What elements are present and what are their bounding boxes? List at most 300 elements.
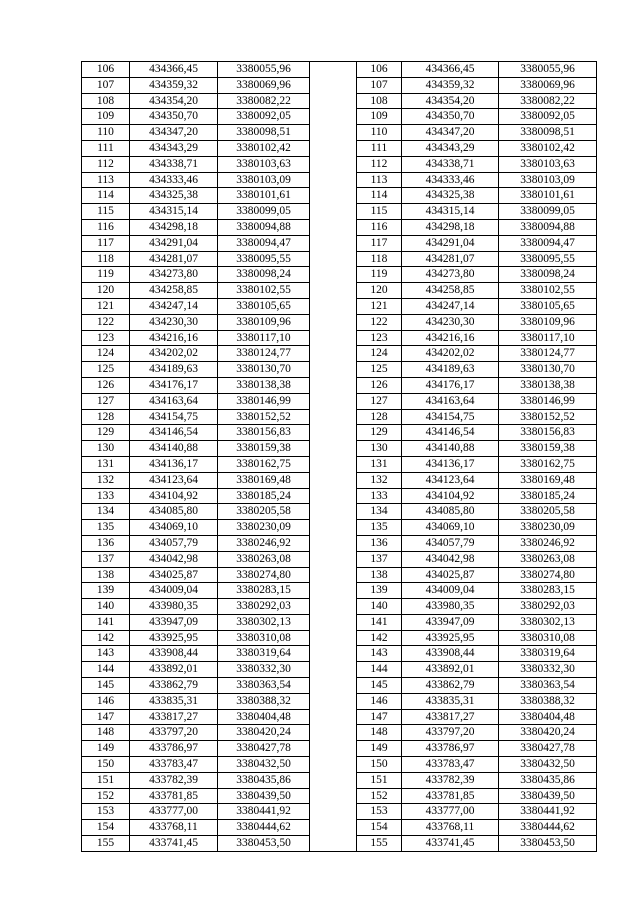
- right-x-coordinate: 433786,97: [402, 741, 499, 757]
- left-point-number: 141: [82, 614, 130, 630]
- left-x-coordinate: 434359,32: [130, 77, 218, 93]
- left-x-coordinate: 434281,07: [130, 251, 218, 267]
- left-x-coordinate: 433768,11: [130, 820, 218, 836]
- right-y-coordinate: 3380302,13: [499, 614, 597, 630]
- left-point-number: 151: [82, 772, 130, 788]
- table-row: [82, 693, 597, 709]
- table-row: [82, 741, 597, 757]
- right-point-number: 117: [357, 235, 402, 251]
- table-gap-cell: [310, 488, 357, 504]
- right-y-coordinate: 3380388,32: [499, 693, 597, 709]
- right-y-coordinate: 3380124,77: [499, 346, 597, 362]
- right-point-number: 150: [357, 757, 402, 773]
- right-x-coordinate: 434069,10: [402, 520, 499, 536]
- left-x-coordinate: 434216,16: [130, 330, 218, 346]
- right-y-coordinate: 3380230,09: [499, 520, 597, 536]
- right-y-coordinate: 3380263,08: [499, 551, 597, 567]
- right-x-coordinate: 434230,30: [402, 314, 499, 330]
- right-x-coordinate: 433777,00: [402, 804, 499, 820]
- right-y-coordinate: 3380055,96: [499, 62, 597, 78]
- right-x-coordinate: 433783,47: [402, 757, 499, 773]
- left-point-number: 130: [82, 441, 130, 457]
- right-y-coordinate: 3380310,08: [499, 630, 597, 646]
- left-point-number: 109: [82, 109, 130, 125]
- right-y-coordinate: 3380435,86: [499, 772, 597, 788]
- left-point-number: 122: [82, 314, 130, 330]
- right-x-coordinate: 434009,04: [402, 583, 499, 599]
- left-point-number: 126: [82, 377, 130, 393]
- table-row: [82, 678, 597, 694]
- left-point-number: 149: [82, 741, 130, 757]
- right-point-number: 130: [357, 441, 402, 457]
- left-y-coordinate: 3380404,48: [218, 709, 310, 725]
- right-x-coordinate: 433768,11: [402, 820, 499, 836]
- left-y-coordinate: 3380095,55: [218, 251, 310, 267]
- table-row: [82, 251, 597, 267]
- left-y-coordinate: 3380185,24: [218, 488, 310, 504]
- table-row: [82, 109, 597, 125]
- right-point-number: 114: [357, 188, 402, 204]
- right-point-number: 127: [357, 393, 402, 409]
- left-x-coordinate: 433980,35: [130, 599, 218, 615]
- left-y-coordinate: 3380103,63: [218, 156, 310, 172]
- right-point-number: 149: [357, 741, 402, 757]
- right-x-coordinate: 434136,17: [402, 456, 499, 472]
- right-y-coordinate: 3380102,55: [499, 283, 597, 299]
- table-row: [82, 267, 597, 283]
- table-gap-cell: [310, 504, 357, 520]
- left-point-number: 154: [82, 820, 130, 836]
- left-y-coordinate: 3380439,50: [218, 788, 310, 804]
- left-y-coordinate: 3380162,75: [218, 456, 310, 472]
- right-y-coordinate: 3380420,24: [499, 725, 597, 741]
- left-x-coordinate: 434315,14: [130, 204, 218, 220]
- table-row: [82, 788, 597, 804]
- left-x-coordinate: 434354,20: [130, 93, 218, 109]
- table-row: [82, 709, 597, 725]
- right-point-number: 112: [357, 156, 402, 172]
- right-point-number: 152: [357, 788, 402, 804]
- table-row: [82, 772, 597, 788]
- right-y-coordinate: 3380117,10: [499, 330, 597, 346]
- right-y-coordinate: 3380205,58: [499, 504, 597, 520]
- right-y-coordinate: 3380162,75: [499, 456, 597, 472]
- left-x-coordinate: 434333,46: [130, 172, 218, 188]
- left-point-number: 120: [82, 283, 130, 299]
- right-y-coordinate: 3380441,92: [499, 804, 597, 820]
- left-x-coordinate: 433835,31: [130, 693, 218, 709]
- right-point-number: 131: [357, 456, 402, 472]
- right-point-number: 121: [357, 298, 402, 314]
- table-gap-cell: [310, 535, 357, 551]
- right-x-coordinate: 434258,85: [402, 283, 499, 299]
- table-row: [82, 567, 597, 583]
- left-y-coordinate: 3380388,32: [218, 693, 310, 709]
- left-point-number: 140: [82, 599, 130, 615]
- left-x-coordinate: 434350,70: [130, 109, 218, 125]
- right-x-coordinate: 434154,75: [402, 409, 499, 425]
- left-point-number: 150: [82, 757, 130, 773]
- left-y-coordinate: 3380152,52: [218, 409, 310, 425]
- left-point-number: 137: [82, 551, 130, 567]
- right-x-coordinate: 434104,92: [402, 488, 499, 504]
- left-x-coordinate: 434009,04: [130, 583, 218, 599]
- table-gap-cell: [310, 377, 357, 393]
- table-row: [82, 488, 597, 504]
- right-y-coordinate: 3380082,22: [499, 93, 597, 109]
- right-point-number: 154: [357, 820, 402, 836]
- table-row: [82, 409, 597, 425]
- right-x-coordinate: 433925,95: [402, 630, 499, 646]
- left-x-coordinate: 434085,80: [130, 504, 218, 520]
- left-y-coordinate: 3380453,50: [218, 836, 310, 852]
- left-y-coordinate: 3380105,65: [218, 298, 310, 314]
- table-gap-cell: [310, 757, 357, 773]
- right-y-coordinate: 3380319,64: [499, 646, 597, 662]
- left-y-coordinate: 3380099,05: [218, 204, 310, 220]
- right-point-number: 106: [357, 62, 402, 78]
- right-x-coordinate: 433797,20: [402, 725, 499, 741]
- left-point-number: 133: [82, 488, 130, 504]
- right-x-coordinate: 434042,98: [402, 551, 499, 567]
- right-point-number: 141: [357, 614, 402, 630]
- right-y-coordinate: 3380185,24: [499, 488, 597, 504]
- left-x-coordinate: 433947,09: [130, 614, 218, 630]
- left-point-number: 145: [82, 678, 130, 694]
- right-x-coordinate: 434123,64: [402, 472, 499, 488]
- left-y-coordinate: 3380102,55: [218, 283, 310, 299]
- table-gap-cell: [310, 646, 357, 662]
- table-row: [82, 298, 597, 314]
- left-y-coordinate: 3380094,47: [218, 235, 310, 251]
- table-gap-cell: [310, 693, 357, 709]
- table-row: [82, 520, 597, 536]
- right-y-coordinate: 3380094,47: [499, 235, 597, 251]
- left-y-coordinate: 3380098,24: [218, 267, 310, 283]
- right-point-number: 120: [357, 283, 402, 299]
- coordinate-table-body: [82, 62, 597, 852]
- right-x-coordinate: 434057,79: [402, 535, 499, 551]
- right-x-coordinate: 434216,16: [402, 330, 499, 346]
- table-row: [82, 172, 597, 188]
- table-gap-cell: [310, 709, 357, 725]
- table-gap-cell: [310, 425, 357, 441]
- right-y-coordinate: 3380095,55: [499, 251, 597, 267]
- left-y-coordinate: 3380082,22: [218, 93, 310, 109]
- left-point-number: 116: [82, 219, 130, 235]
- right-y-coordinate: 3380098,24: [499, 267, 597, 283]
- left-point-number: 114: [82, 188, 130, 204]
- table-gap-cell: [310, 820, 357, 836]
- table-gap-cell: [310, 172, 357, 188]
- right-x-coordinate: 433862,79: [402, 678, 499, 694]
- right-y-coordinate: 3380099,05: [499, 204, 597, 220]
- left-y-coordinate: 3380117,10: [218, 330, 310, 346]
- right-y-coordinate: 3380444,62: [499, 820, 597, 836]
- table-gap-cell: [310, 836, 357, 852]
- left-y-coordinate: 3380283,15: [218, 583, 310, 599]
- left-y-coordinate: 3380101,61: [218, 188, 310, 204]
- table-row: [82, 599, 597, 615]
- left-x-coordinate: 433781,85: [130, 788, 218, 804]
- left-y-coordinate: 3380103,09: [218, 172, 310, 188]
- right-x-coordinate: 434189,63: [402, 362, 499, 378]
- left-point-number: 123: [82, 330, 130, 346]
- left-point-number: 112: [82, 156, 130, 172]
- left-point-number: 147: [82, 709, 130, 725]
- right-point-number: 107: [357, 77, 402, 93]
- table-gap-cell: [310, 630, 357, 646]
- left-y-coordinate: 3380432,50: [218, 757, 310, 773]
- left-point-number: 144: [82, 662, 130, 678]
- right-x-coordinate: 433947,09: [402, 614, 499, 630]
- table-gap-cell: [310, 788, 357, 804]
- table-row: [82, 314, 597, 330]
- left-point-number: 107: [82, 77, 130, 93]
- left-x-coordinate: 434366,45: [130, 62, 218, 78]
- left-x-coordinate: 434136,17: [130, 456, 218, 472]
- right-y-coordinate: 3380453,50: [499, 836, 597, 852]
- right-y-coordinate: 3380103,09: [499, 172, 597, 188]
- table-gap-cell: [310, 219, 357, 235]
- right-point-number: 145: [357, 678, 402, 694]
- right-y-coordinate: 3380283,15: [499, 583, 597, 599]
- left-y-coordinate: 3380332,30: [218, 662, 310, 678]
- left-y-coordinate: 3380124,77: [218, 346, 310, 362]
- left-y-coordinate: 3380274,80: [218, 567, 310, 583]
- table-row: [82, 93, 597, 109]
- table-gap-cell: [310, 298, 357, 314]
- right-point-number: 125: [357, 362, 402, 378]
- right-point-number: 116: [357, 219, 402, 235]
- right-point-number: 115: [357, 204, 402, 220]
- right-y-coordinate: 3380427,78: [499, 741, 597, 757]
- right-x-coordinate: 434359,32: [402, 77, 499, 93]
- left-point-number: 143: [82, 646, 130, 662]
- left-point-number: 128: [82, 409, 130, 425]
- right-point-number: 124: [357, 346, 402, 362]
- table-gap-cell: [310, 741, 357, 757]
- left-x-coordinate: 433783,47: [130, 757, 218, 773]
- right-x-coordinate: 434325,38: [402, 188, 499, 204]
- right-x-coordinate: 434247,14: [402, 298, 499, 314]
- right-point-number: 132: [357, 472, 402, 488]
- table-gap-cell: [310, 267, 357, 283]
- table-gap-cell: [310, 204, 357, 220]
- left-x-coordinate: 434069,10: [130, 520, 218, 536]
- table-row: [82, 472, 597, 488]
- right-point-number: 153: [357, 804, 402, 820]
- left-y-coordinate: 3380205,58: [218, 504, 310, 520]
- right-y-coordinate: 3380098,51: [499, 125, 597, 141]
- left-y-coordinate: 3380441,92: [218, 804, 310, 820]
- right-y-coordinate: 3380404,48: [499, 709, 597, 725]
- left-x-coordinate: 434202,02: [130, 346, 218, 362]
- table-gap-cell: [310, 678, 357, 694]
- left-y-coordinate: 3380069,96: [218, 77, 310, 93]
- table-gap-cell: [310, 125, 357, 141]
- left-x-coordinate: 434230,30: [130, 314, 218, 330]
- left-x-coordinate: 434338,71: [130, 156, 218, 172]
- right-x-coordinate: 434273,80: [402, 267, 499, 283]
- table-row: [82, 441, 597, 457]
- left-point-number: 153: [82, 804, 130, 820]
- left-point-number: 135: [82, 520, 130, 536]
- right-point-number: 110: [357, 125, 402, 141]
- table-gap-cell: [310, 725, 357, 741]
- left-point-number: 113: [82, 172, 130, 188]
- left-y-coordinate: 3380159,38: [218, 441, 310, 457]
- left-y-coordinate: 3380146,99: [218, 393, 310, 409]
- right-y-coordinate: 3380292,03: [499, 599, 597, 615]
- right-point-number: 134: [357, 504, 402, 520]
- table-row: [82, 662, 597, 678]
- right-point-number: 148: [357, 725, 402, 741]
- right-point-number: 109: [357, 109, 402, 125]
- left-y-coordinate: 3380319,64: [218, 646, 310, 662]
- left-y-coordinate: 3380092,05: [218, 109, 310, 125]
- left-y-coordinate: 3380435,86: [218, 772, 310, 788]
- left-y-coordinate: 3380302,13: [218, 614, 310, 630]
- table-gap-cell: [310, 235, 357, 251]
- table-gap-cell: [310, 156, 357, 172]
- left-y-coordinate: 3380420,24: [218, 725, 310, 741]
- left-point-number: 146: [82, 693, 130, 709]
- left-point-number: 155: [82, 836, 130, 852]
- left-point-number: 136: [82, 535, 130, 551]
- right-y-coordinate: 3380432,50: [499, 757, 597, 773]
- right-point-number: 129: [357, 425, 402, 441]
- left-x-coordinate: 434163,64: [130, 393, 218, 409]
- left-y-coordinate: 3380230,09: [218, 520, 310, 536]
- left-point-number: 106: [82, 62, 130, 78]
- left-x-coordinate: 434154,75: [130, 409, 218, 425]
- left-point-number: 127: [82, 393, 130, 409]
- table-row: [82, 836, 597, 852]
- left-x-coordinate: 434140,88: [130, 441, 218, 457]
- left-y-coordinate: 3380263,08: [218, 551, 310, 567]
- table-gap-cell: [310, 583, 357, 599]
- left-point-number: 111: [82, 140, 130, 156]
- right-x-coordinate: 434354,20: [402, 93, 499, 109]
- left-x-coordinate: 433741,45: [130, 836, 218, 852]
- right-x-coordinate: 434146,54: [402, 425, 499, 441]
- table-row: [82, 188, 597, 204]
- table-gap-cell: [310, 614, 357, 630]
- left-x-coordinate: 433777,00: [130, 804, 218, 820]
- right-point-number: 126: [357, 377, 402, 393]
- left-y-coordinate: 3380169,48: [218, 472, 310, 488]
- left-y-coordinate: 3380102,42: [218, 140, 310, 156]
- table-gap-cell: [310, 551, 357, 567]
- right-x-coordinate: 434163,64: [402, 393, 499, 409]
- right-y-coordinate: 3380138,38: [499, 377, 597, 393]
- right-y-coordinate: 3380332,30: [499, 662, 597, 678]
- right-x-coordinate: 434085,80: [402, 504, 499, 520]
- left-x-coordinate: 434123,64: [130, 472, 218, 488]
- table-gap-cell: [310, 472, 357, 488]
- right-y-coordinate: 3380109,96: [499, 314, 597, 330]
- table-gap-cell: [310, 393, 357, 409]
- right-point-number: 136: [357, 535, 402, 551]
- table-gap-cell: [310, 330, 357, 346]
- table-gap-cell: [310, 93, 357, 109]
- right-y-coordinate: 3380169,48: [499, 472, 597, 488]
- table-gap-cell: [310, 314, 357, 330]
- left-point-number: 134: [82, 504, 130, 520]
- right-point-number: 119: [357, 267, 402, 283]
- left-y-coordinate: 3380363,54: [218, 678, 310, 694]
- left-x-coordinate: 433908,44: [130, 646, 218, 662]
- right-x-coordinate: 434281,07: [402, 251, 499, 267]
- right-y-coordinate: 3380105,65: [499, 298, 597, 314]
- right-y-coordinate: 3380103,63: [499, 156, 597, 172]
- table-gap-cell: [310, 362, 357, 378]
- table-row: [82, 535, 597, 551]
- right-point-number: 111: [357, 140, 402, 156]
- table-row: [82, 757, 597, 773]
- left-x-coordinate: 434247,14: [130, 298, 218, 314]
- right-point-number: 144: [357, 662, 402, 678]
- left-x-coordinate: 434343,29: [130, 140, 218, 156]
- left-y-coordinate: 3380427,78: [218, 741, 310, 757]
- left-point-number: 118: [82, 251, 130, 267]
- table-row: [82, 219, 597, 235]
- left-y-coordinate: 3380444,62: [218, 820, 310, 836]
- table-row: [82, 77, 597, 93]
- right-point-number: 137: [357, 551, 402, 567]
- right-x-coordinate: 434343,29: [402, 140, 499, 156]
- left-x-coordinate: 434104,92: [130, 488, 218, 504]
- left-x-coordinate: 434325,38: [130, 188, 218, 204]
- left-x-coordinate: 434273,80: [130, 267, 218, 283]
- left-point-number: 117: [82, 235, 130, 251]
- left-point-number: 142: [82, 630, 130, 646]
- table-gap-cell: [310, 62, 357, 78]
- table-row: [82, 820, 597, 836]
- table-gap-cell: [310, 662, 357, 678]
- right-point-number: 118: [357, 251, 402, 267]
- right-point-number: 123: [357, 330, 402, 346]
- table-row: [82, 125, 597, 141]
- right-x-coordinate: 433741,45: [402, 836, 499, 852]
- left-point-number: 131: [82, 456, 130, 472]
- left-y-coordinate: 3380156,83: [218, 425, 310, 441]
- left-y-coordinate: 3380098,51: [218, 125, 310, 141]
- right-y-coordinate: 3380094,88: [499, 219, 597, 235]
- right-x-coordinate: 433835,31: [402, 693, 499, 709]
- left-x-coordinate: 433786,97: [130, 741, 218, 757]
- table-gap-cell: [310, 409, 357, 425]
- right-point-number: 142: [357, 630, 402, 646]
- right-x-coordinate: 434176,17: [402, 377, 499, 393]
- table-row: [82, 235, 597, 251]
- left-x-coordinate: 434298,18: [130, 219, 218, 235]
- table-row: [82, 393, 597, 409]
- left-point-number: 138: [82, 567, 130, 583]
- right-x-coordinate: 434338,71: [402, 156, 499, 172]
- table-row: [82, 614, 597, 630]
- table-gap-cell: [310, 251, 357, 267]
- right-point-number: 113: [357, 172, 402, 188]
- right-point-number: 146: [357, 693, 402, 709]
- left-x-coordinate: 433797,20: [130, 725, 218, 741]
- table-gap-cell: [310, 567, 357, 583]
- table-gap-cell: [310, 599, 357, 615]
- right-x-coordinate: 434202,02: [402, 346, 499, 362]
- table-row: [82, 583, 597, 599]
- left-point-number: 139: [82, 583, 130, 599]
